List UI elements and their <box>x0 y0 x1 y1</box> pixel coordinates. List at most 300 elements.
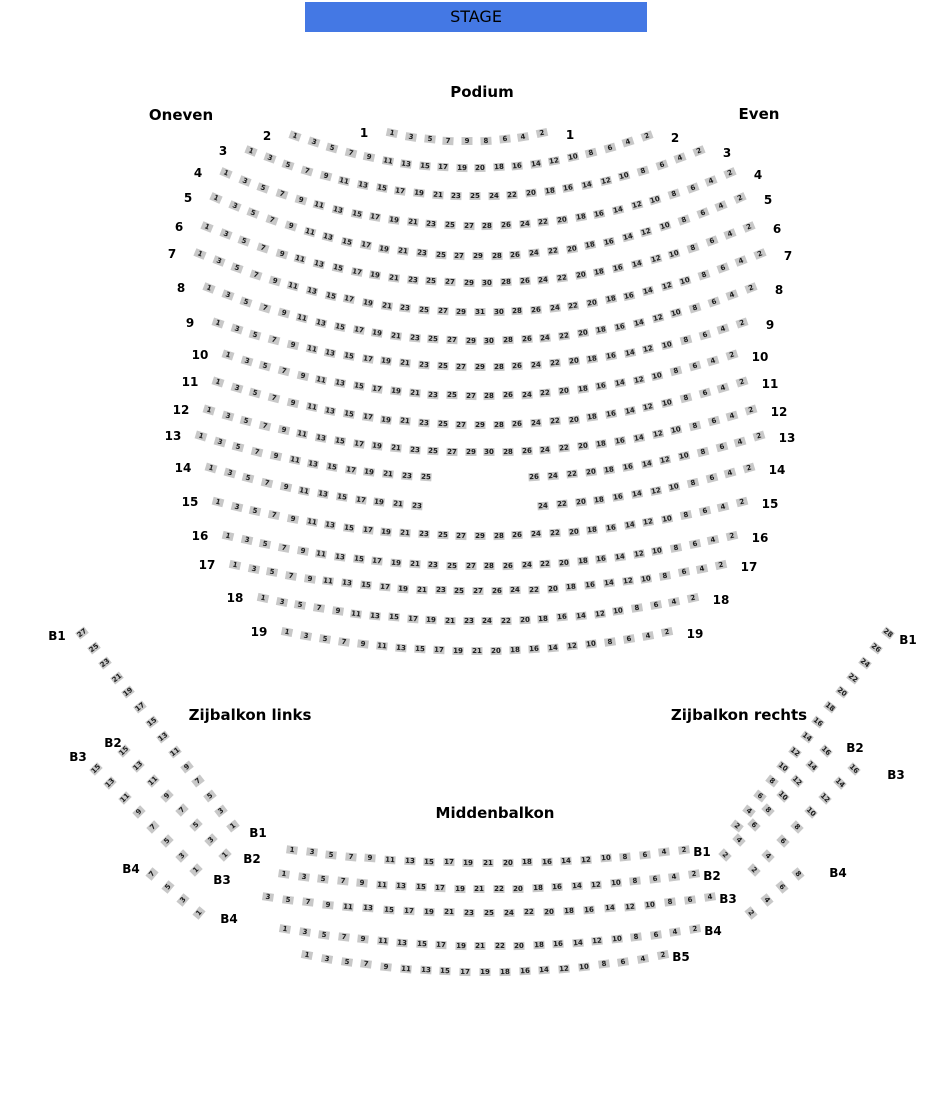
seat[interactable]: 17 <box>435 883 446 893</box>
seat[interactable]: 8 <box>630 933 642 942</box>
seat[interactable]: 24 <box>519 219 530 229</box>
seat[interactable]: 2 <box>753 248 766 260</box>
seat[interactable]: 3 <box>263 153 276 164</box>
seat[interactable]: 2 <box>661 627 673 637</box>
seat[interactable]: 8 <box>689 420 702 430</box>
seat[interactable]: 10 <box>670 308 683 319</box>
seat[interactable]: 10 <box>668 248 681 259</box>
seat[interactable]: 2 <box>678 845 690 854</box>
seat[interactable]: 18 <box>538 614 549 624</box>
seat[interactable]: 9 <box>180 760 194 773</box>
seat[interactable]: 25 <box>454 586 465 595</box>
seat[interactable]: 17 <box>433 646 445 655</box>
seat[interactable]: 4 <box>704 892 716 901</box>
seat[interactable]: 4 <box>707 355 720 366</box>
seat[interactable]: 5 <box>325 850 337 859</box>
seat[interactable]: 17 <box>362 354 374 364</box>
seat[interactable]: 12 <box>580 855 592 865</box>
seat[interactable]: 16 <box>612 492 624 503</box>
seat[interactable]: 10 <box>578 962 590 972</box>
seat[interactable]: 22 <box>507 190 518 200</box>
seat[interactable]: 9 <box>296 371 309 381</box>
seat[interactable]: 19 <box>453 646 463 655</box>
seat[interactable]: 25 <box>470 192 480 200</box>
seat[interactable]: 18 <box>566 582 577 592</box>
seat[interactable]: 7 <box>443 136 454 145</box>
seat[interactable]: 27 <box>465 561 476 570</box>
seat[interactable]: 11 <box>294 253 307 265</box>
seat[interactable]: 8 <box>585 148 598 158</box>
seat[interactable]: 18 <box>577 384 589 394</box>
seat[interactable]: 2 <box>753 431 766 442</box>
seat[interactable]: 7 <box>268 393 281 403</box>
seat[interactable]: 10 <box>679 275 692 287</box>
seat[interactable]: 10 <box>661 513 673 524</box>
seat[interactable]: 10 <box>651 546 663 556</box>
seat[interactable]: 23 <box>98 656 112 669</box>
seat[interactable]: 10 <box>644 900 655 910</box>
seat[interactable]: 21 <box>381 300 393 311</box>
seat[interactable]: 21 <box>399 417 411 426</box>
seat[interactable]: 1 <box>278 869 290 879</box>
seat[interactable]: 8 <box>637 165 650 176</box>
seat[interactable]: 9 <box>280 482 292 492</box>
seat[interactable]: 23 <box>407 275 418 285</box>
seat[interactable]: 6 <box>604 143 617 154</box>
seat[interactable]: 3 <box>306 848 318 857</box>
seat[interactable]: 14 <box>575 611 587 621</box>
seat[interactable]: 19 <box>454 884 465 893</box>
seat[interactable]: 9 <box>287 339 300 349</box>
seat[interactable]: 25 <box>87 641 100 654</box>
seat[interactable]: 16 <box>811 715 825 729</box>
seat[interactable]: 22 <box>501 616 512 625</box>
seat[interactable]: 16 <box>614 321 626 332</box>
seat[interactable]: 15 <box>360 580 372 590</box>
seat[interactable]: 1 <box>209 192 222 204</box>
seat[interactable]: 15 <box>332 263 344 273</box>
seat[interactable]: 21 <box>110 671 124 684</box>
seat[interactable]: 23 <box>428 560 439 570</box>
seat[interactable]: 14 <box>624 406 636 416</box>
seat[interactable]: 18 <box>586 412 598 422</box>
seat[interactable]: 23 <box>463 908 474 917</box>
seat[interactable]: 1 <box>212 497 225 507</box>
seat[interactable]: 3 <box>230 382 243 393</box>
seat[interactable]: 12 <box>651 313 664 324</box>
seat[interactable]: 9 <box>365 854 377 863</box>
seat[interactable]: 8 <box>765 775 779 788</box>
seat[interactable]: 1 <box>195 431 208 442</box>
seat[interactable]: 11 <box>296 313 309 324</box>
seat[interactable]: 1 <box>281 627 293 637</box>
seat[interactable]: 2 <box>747 863 760 876</box>
seat[interactable]: 8 <box>680 393 693 403</box>
seat[interactable]: 10 <box>661 339 673 350</box>
seat[interactable]: 8 <box>687 478 700 488</box>
seat[interactable]: 7 <box>302 898 314 907</box>
seat[interactable]: 16 <box>605 351 617 361</box>
seat[interactable]: 6 <box>776 834 789 847</box>
seat[interactable]: 5 <box>259 361 272 372</box>
seat[interactable]: 8 <box>619 852 631 861</box>
seat[interactable]: 5 <box>341 957 353 967</box>
seat[interactable]: 24 <box>530 418 542 428</box>
seat[interactable]: 21 <box>390 331 402 341</box>
seat[interactable]: 1 <box>212 376 225 387</box>
seat[interactable]: 30 <box>493 307 504 316</box>
seat[interactable]: 4 <box>696 564 708 574</box>
seat[interactable]: 8 <box>677 215 690 226</box>
seat[interactable]: 6 <box>677 567 689 577</box>
seat[interactable]: 7 <box>266 215 279 226</box>
seat[interactable]: 16 <box>584 580 596 590</box>
seat[interactable]: 18 <box>493 162 504 172</box>
seat[interactable]: 15 <box>416 939 427 949</box>
seat[interactable]: 14 <box>614 552 626 562</box>
seat[interactable]: 3 <box>221 289 234 300</box>
seat[interactable]: 12 <box>633 374 645 385</box>
seat[interactable]: 9 <box>357 935 369 944</box>
seat[interactable]: 26 <box>521 335 532 344</box>
seat[interactable]: 24 <box>540 445 551 454</box>
seat[interactable]: 4 <box>642 631 654 641</box>
seat[interactable]: 3 <box>215 805 229 818</box>
seat[interactable]: 2 <box>640 130 653 141</box>
seat[interactable]: 13 <box>363 903 374 913</box>
seat[interactable]: 5 <box>257 182 270 193</box>
seat[interactable]: 5 <box>242 473 255 483</box>
seat[interactable]: 1 <box>222 531 235 541</box>
seat[interactable]: 20 <box>566 243 578 254</box>
seat[interactable]: 6 <box>707 296 720 307</box>
seat[interactable]: 14 <box>571 881 582 891</box>
seat[interactable]: 22 <box>558 443 570 453</box>
seat[interactable]: 3 <box>175 849 188 862</box>
seat[interactable]: 7 <box>345 852 357 861</box>
seat[interactable]: 15 <box>89 762 103 776</box>
seat[interactable]: 7 <box>338 933 350 942</box>
seat[interactable]: 27 <box>75 626 89 640</box>
seat[interactable]: 7 <box>338 637 350 646</box>
seat[interactable]: 28 <box>484 391 495 400</box>
seat[interactable]: 12 <box>642 517 654 527</box>
seat[interactable]: 16 <box>552 883 563 892</box>
seat[interactable]: 8 <box>480 136 491 145</box>
seat[interactable]: 18 <box>564 906 575 916</box>
seat[interactable]: 3 <box>219 229 232 240</box>
seat[interactable]: 18 <box>593 266 605 277</box>
seat[interactable]: 3 <box>221 410 234 421</box>
seat[interactable]: 12 <box>649 253 662 265</box>
seat[interactable]: 22 <box>538 217 549 227</box>
seat[interactable]: 8 <box>762 804 775 817</box>
seat[interactable]: 20 <box>544 907 555 916</box>
seat[interactable]: 27 <box>463 221 474 230</box>
seat[interactable]: 20 <box>575 497 587 507</box>
seat[interactable]: 1 <box>218 848 231 861</box>
seat[interactable]: 13 <box>324 520 336 530</box>
seat[interactable]: 4 <box>717 501 730 511</box>
seat[interactable]: 19 <box>373 497 385 507</box>
seat[interactable]: 13 <box>357 179 369 190</box>
seat[interactable]: 12 <box>633 549 645 559</box>
seat[interactable]: 9 <box>277 308 290 319</box>
seat[interactable]: 24 <box>858 656 872 669</box>
seat[interactable]: 16 <box>541 857 552 867</box>
seat[interactable]: 27 <box>465 391 476 400</box>
seat[interactable]: 5 <box>203 790 217 803</box>
seat[interactable]: 18 <box>605 294 617 305</box>
seat[interactable]: 8 <box>659 571 671 581</box>
seat[interactable]: 20 <box>568 527 579 537</box>
seat[interactable]: 16 <box>614 436 626 446</box>
seat[interactable]: 17 <box>379 582 390 592</box>
seat[interactable]: 4 <box>717 382 730 393</box>
seat[interactable]: 12 <box>640 226 653 238</box>
seat[interactable]: 16 <box>528 644 540 654</box>
seat[interactable]: 11 <box>323 576 334 586</box>
seat[interactable]: 19 <box>388 215 400 225</box>
seat[interactable]: 13 <box>307 458 319 469</box>
seat[interactable]: 20 <box>835 686 848 699</box>
seat[interactable]: 1 <box>222 349 235 360</box>
seat[interactable]: 25 <box>447 561 457 570</box>
seat[interactable]: 29 <box>465 447 476 456</box>
seat[interactable]: 14 <box>561 856 572 866</box>
seat[interactable]: 18 <box>823 701 837 714</box>
seat[interactable]: 15 <box>424 857 435 867</box>
seat[interactable]: 6 <box>655 159 668 170</box>
seat[interactable]: 8 <box>668 188 681 199</box>
seat[interactable]: 9 <box>287 398 300 408</box>
seat[interactable]: 23 <box>451 191 462 200</box>
seat[interactable]: 2 <box>657 950 669 960</box>
seat[interactable]: 5 <box>238 236 251 247</box>
seat[interactable]: 10 <box>776 789 789 802</box>
seat[interactable]: 25 <box>444 221 456 230</box>
seat[interactable]: 27 <box>473 587 483 595</box>
seat[interactable]: 17 <box>350 266 363 277</box>
seat[interactable]: 9 <box>268 275 281 286</box>
seat[interactable]: 9 <box>363 152 375 162</box>
seat[interactable]: 16 <box>819 744 833 758</box>
seat[interactable]: 9 <box>284 221 297 232</box>
seat[interactable]: 1 <box>226 819 240 832</box>
seat[interactable]: 1 <box>193 248 206 260</box>
seat[interactable]: 19 <box>381 414 392 425</box>
seat[interactable]: 18 <box>509 646 521 655</box>
seat[interactable]: 11 <box>377 936 388 946</box>
seat[interactable]: 17 <box>369 212 381 222</box>
seat[interactable]: 16 <box>584 905 595 915</box>
seat[interactable]: 18 <box>603 465 615 475</box>
seat[interactable]: 27 <box>446 336 457 345</box>
seat[interactable]: 25 <box>484 909 494 917</box>
seat[interactable]: 23 <box>426 219 437 229</box>
seat[interactable]: 6 <box>696 208 709 219</box>
seat[interactable]: 17 <box>460 967 471 976</box>
seat[interactable]: 6 <box>649 875 661 884</box>
seat[interactable]: 5 <box>266 567 278 577</box>
seat[interactable]: 8 <box>698 269 711 280</box>
seat[interactable]: 6 <box>698 388 711 399</box>
seat[interactable]: 10 <box>777 760 790 773</box>
seat[interactable]: 1 <box>386 128 398 138</box>
seat[interactable]: 13 <box>104 777 117 790</box>
seat[interactable]: 3 <box>240 355 253 366</box>
seat[interactable]: 2 <box>736 376 749 387</box>
seat[interactable]: 22 <box>556 273 568 283</box>
seat[interactable]: 3 <box>298 927 310 937</box>
seat[interactable]: 14 <box>624 347 636 358</box>
seat[interactable]: 4 <box>742 805 756 818</box>
seat[interactable]: 26 <box>521 446 532 456</box>
seat[interactable]: 2 <box>742 221 755 233</box>
seat[interactable]: 4 <box>733 833 746 846</box>
seat[interactable]: 11 <box>382 156 394 166</box>
seat[interactable]: 15 <box>145 715 158 729</box>
seat[interactable]: 29 <box>475 421 485 429</box>
seat[interactable]: 18 <box>596 438 607 449</box>
seat[interactable]: 9 <box>270 451 282 461</box>
seat[interactable]: 19 <box>463 858 474 867</box>
seat[interactable]: 5 <box>282 895 294 904</box>
seat[interactable]: 22 <box>547 246 559 256</box>
seat[interactable]: 4 <box>674 153 687 164</box>
seat[interactable]: 7 <box>278 543 290 553</box>
seat[interactable]: 14 <box>612 204 624 215</box>
seat[interactable]: 8 <box>680 510 692 520</box>
seat[interactable]: 15 <box>336 492 348 503</box>
seat[interactable]: 12 <box>622 576 633 586</box>
seat[interactable]: 23 <box>435 586 446 595</box>
seat[interactable]: 17 <box>371 384 383 394</box>
seat[interactable]: 15 <box>388 613 400 622</box>
seat[interactable]: 24 <box>521 390 532 399</box>
seat[interactable]: 8 <box>630 877 642 886</box>
seat[interactable]: 6 <box>684 895 696 904</box>
seat[interactable]: 4 <box>637 954 649 964</box>
seat[interactable]: 15 <box>376 183 388 193</box>
seat[interactable]: 9 <box>380 962 392 971</box>
seat[interactable]: 2 <box>715 560 727 570</box>
seat[interactable]: 22 <box>549 417 561 426</box>
seat[interactable]: 27 <box>446 447 457 456</box>
seat[interactable]: 22 <box>549 358 561 368</box>
seat[interactable]: 13 <box>396 881 407 891</box>
seat[interactable]: 25 <box>426 276 437 286</box>
seat[interactable]: 24 <box>547 471 559 481</box>
seat[interactable]: 1 <box>244 145 257 157</box>
seat[interactable]: 17 <box>436 940 447 950</box>
seat[interactable]: 2 <box>733 192 746 204</box>
seat[interactable]: 23 <box>409 333 420 343</box>
seat[interactable]: 11 <box>296 429 309 439</box>
seat[interactable]: 1 <box>219 167 232 179</box>
seat[interactable]: 16 <box>603 236 615 247</box>
seat[interactable]: 7 <box>250 269 263 280</box>
seat[interactable]: 6 <box>715 441 728 452</box>
seat[interactable]: 16 <box>605 522 617 533</box>
seat[interactable]: 13 <box>324 406 336 416</box>
seat[interactable]: 4 <box>724 468 737 479</box>
seat[interactable]: 22 <box>566 469 578 479</box>
seat[interactable]: 12 <box>642 343 655 354</box>
seat[interactable]: 11 <box>384 855 396 865</box>
seat[interactable]: 21 <box>432 190 443 200</box>
seat[interactable]: 18 <box>533 940 544 950</box>
seat[interactable]: 26 <box>512 531 523 540</box>
seat[interactable]: 26 <box>530 305 542 315</box>
seat[interactable]: 12 <box>790 774 804 787</box>
seat[interactable]: 20 <box>556 215 568 225</box>
seat[interactable]: 17 <box>355 495 366 505</box>
seat[interactable]: 17 <box>403 906 414 916</box>
seat[interactable]: 10 <box>600 853 611 863</box>
seat[interactable]: 19 <box>390 558 402 568</box>
seat[interactable]: 8 <box>604 637 616 646</box>
seat[interactable]: 2 <box>688 869 700 879</box>
seat[interactable]: 1 <box>301 950 313 960</box>
seat[interactable]: 7 <box>259 420 272 430</box>
seat[interactable]: 16 <box>562 183 574 193</box>
seat[interactable]: 14 <box>631 258 643 269</box>
seat[interactable]: 8 <box>680 335 693 346</box>
seat[interactable]: 4 <box>715 200 728 212</box>
seat[interactable]: 13 <box>317 489 329 500</box>
seat[interactable]: 13 <box>396 938 408 948</box>
seat[interactable]: 15 <box>414 644 426 654</box>
seat[interactable]: 20 <box>568 414 579 425</box>
seat[interactable]: 6 <box>747 819 760 832</box>
seat[interactable]: 22 <box>540 388 551 398</box>
seat[interactable]: 1 <box>286 845 298 854</box>
seat[interactable]: 10 <box>585 639 597 649</box>
seat[interactable]: 17 <box>407 614 418 624</box>
seat[interactable]: 15 <box>343 409 355 419</box>
seat[interactable]: 15 <box>353 381 365 392</box>
seat[interactable]: 19 <box>423 907 434 916</box>
seat[interactable]: 20 <box>519 615 530 625</box>
seat[interactable]: 1 <box>229 560 241 570</box>
seat[interactable]: 12 <box>642 402 655 413</box>
seat[interactable]: 9 <box>357 640 369 649</box>
seat[interactable]: 8 <box>791 867 804 881</box>
seat[interactable]: 17 <box>345 465 357 475</box>
seat[interactable]: 16 <box>519 966 530 976</box>
seat[interactable]: 6 <box>649 600 661 610</box>
seat[interactable]: 20 <box>491 646 501 655</box>
seat[interactable]: 21 <box>397 246 409 256</box>
seat[interactable]: 13 <box>395 643 407 653</box>
seat[interactable]: 7 <box>344 148 357 158</box>
seat[interactable]: 3 <box>248 564 260 574</box>
seat[interactable]: 11 <box>168 745 182 758</box>
seat[interactable]: 19 <box>381 356 392 366</box>
seat[interactable]: 25 <box>435 250 446 260</box>
seat[interactable]: 29 <box>475 532 485 540</box>
seat[interactable]: 2 <box>687 593 699 603</box>
seat[interactable]: 11 <box>287 281 300 292</box>
seat[interactable]: 9 <box>462 137 473 145</box>
seat[interactable]: 1 <box>202 282 215 293</box>
seat[interactable]: 4 <box>517 132 529 142</box>
seat[interactable]: 2 <box>689 924 701 934</box>
seat[interactable]: 14 <box>641 458 653 469</box>
seat[interactable]: 28 <box>500 278 512 287</box>
seat[interactable]: 10 <box>618 170 631 182</box>
